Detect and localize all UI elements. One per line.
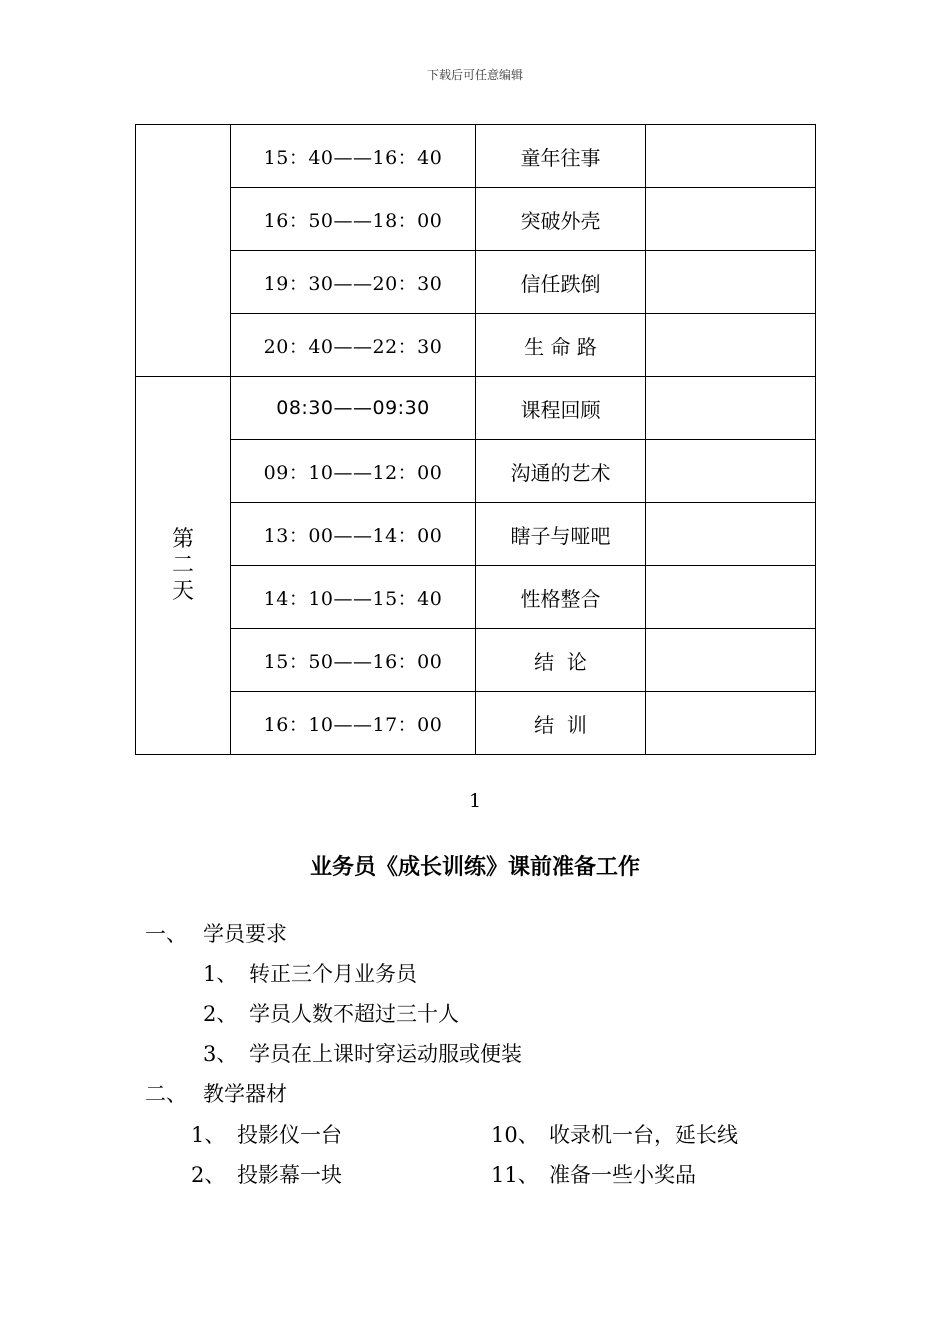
table-row bbox=[136, 440, 816, 503]
time-cell: 16：10——17：00 bbox=[231, 692, 476, 755]
list-item bbox=[491, 1119, 738, 1149]
schedule-table bbox=[135, 124, 816, 755]
item-text: 学员人数不超过三十人 bbox=[249, 1002, 459, 1026]
table-row bbox=[136, 125, 816, 188]
item-text: 准备一些小奖品 bbox=[549, 1163, 696, 1187]
item-number: 10、 bbox=[491, 1123, 539, 1147]
section2-heading bbox=[145, 1078, 287, 1108]
item-number: 2、 bbox=[203, 1002, 238, 1026]
time-cell: 16：50——18：00 bbox=[231, 188, 476, 251]
table-row bbox=[136, 377, 816, 440]
document-title: 业务员《成长训练》课前准备工作 bbox=[309, 855, 640, 880]
page-number: 1 bbox=[468, 790, 482, 812]
item-text: 学员在上课时穿运动服或便装 bbox=[249, 1042, 522, 1066]
note-cell bbox=[646, 314, 816, 377]
list-item bbox=[203, 1038, 522, 1068]
course-cell: 突破外壳 bbox=[476, 188, 646, 251]
time-cell: 14：10——15：40 bbox=[231, 566, 476, 629]
course-cell: 瞎子与哑吧 bbox=[476, 503, 646, 566]
note-cell bbox=[646, 188, 816, 251]
note-cell bbox=[646, 440, 816, 503]
time-cell: 15：40——16：40 bbox=[231, 125, 476, 188]
section-number: 一、 bbox=[145, 922, 187, 946]
item-text: 转正三个月业务员 bbox=[249, 962, 417, 986]
day2-label: 第二天 bbox=[171, 526, 194, 604]
section-title: 教学器材 bbox=[203, 1082, 287, 1106]
note-cell bbox=[646, 125, 816, 188]
item-number: 1、 bbox=[191, 1123, 226, 1147]
item-number: 2、 bbox=[191, 1163, 226, 1187]
table-row bbox=[136, 629, 816, 692]
time-cell: 08:30——09:30 bbox=[231, 377, 476, 440]
section-title: 学员要求 bbox=[203, 922, 287, 946]
item-number: 11、 bbox=[491, 1163, 539, 1187]
list-item bbox=[491, 1159, 696, 1189]
course-cell: 结 训 bbox=[476, 692, 646, 755]
section-number: 二、 bbox=[145, 1082, 187, 1106]
header-note: 下载后可任意编辑 bbox=[426, 68, 523, 82]
table-row bbox=[136, 566, 816, 629]
item-text: 投影幕一块 bbox=[237, 1163, 342, 1187]
note-cell bbox=[646, 251, 816, 314]
list-item bbox=[191, 1119, 342, 1149]
time-cell: 13：00——14：00 bbox=[231, 503, 476, 566]
section1-heading bbox=[145, 918, 287, 948]
day1-cell bbox=[136, 125, 231, 377]
note-cell bbox=[646, 377, 816, 440]
table-row bbox=[136, 503, 816, 566]
item-number: 3、 bbox=[203, 1042, 238, 1066]
table-row bbox=[136, 188, 816, 251]
course-cell: 课程回顾 bbox=[476, 377, 646, 440]
time-cell: 09：10——12：00 bbox=[231, 440, 476, 503]
list-item bbox=[203, 958, 417, 988]
item-text: 收录机一台，延长线 bbox=[549, 1123, 738, 1147]
course-cell: 结 论 bbox=[476, 629, 646, 692]
table-row bbox=[136, 314, 816, 377]
course-cell: 童年往事 bbox=[476, 125, 646, 188]
day2-cell bbox=[136, 377, 231, 755]
note-cell bbox=[646, 566, 816, 629]
course-cell: 生 命 路 bbox=[476, 314, 646, 377]
table-row bbox=[136, 251, 816, 314]
time-cell: 19：30——20：30 bbox=[231, 251, 476, 314]
time-cell: 20：40——22：30 bbox=[231, 314, 476, 377]
course-cell: 信任跌倒 bbox=[476, 251, 646, 314]
table-row bbox=[136, 692, 816, 755]
item-number: 1、 bbox=[203, 962, 238, 986]
list-item bbox=[203, 998, 459, 1028]
course-cell: 性格整合 bbox=[476, 566, 646, 629]
list-item bbox=[191, 1159, 342, 1189]
item-text: 投影仪一台 bbox=[237, 1123, 342, 1147]
time-cell: 15：50——16：00 bbox=[231, 629, 476, 692]
note-cell bbox=[646, 692, 816, 755]
note-cell bbox=[646, 503, 816, 566]
note-cell bbox=[646, 629, 816, 692]
course-cell: 沟通的艺术 bbox=[476, 440, 646, 503]
